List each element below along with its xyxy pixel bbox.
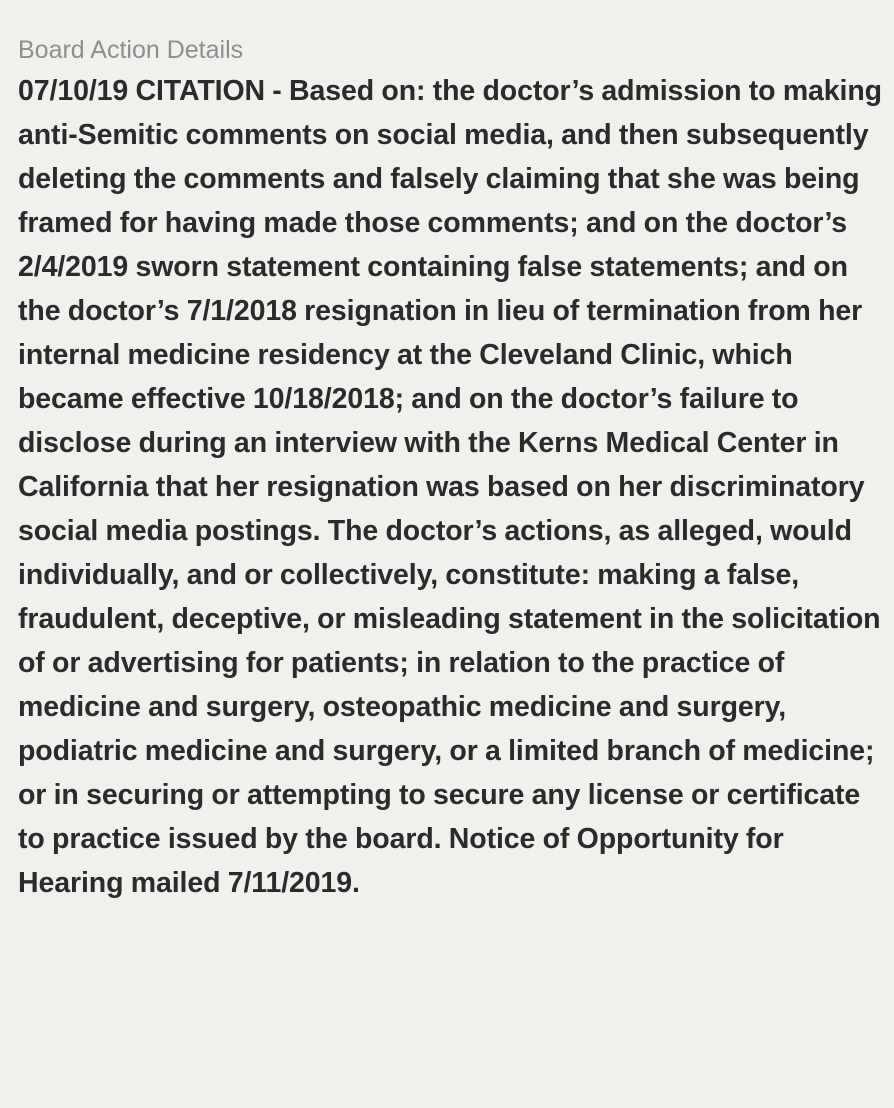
section-label: Board Action Details	[18, 36, 244, 64]
board-action-details-text: 07/10/19 CITATION - Based on: the doctor’s admission to making anti-Semitic comments on social media, and then subsequently deleting the comments and falsely claiming that she was being framed for having made those comments; and on the doctor’s 2/4/2019 sworn statement containing false statements; and on the doctor’s 7/1/2018 resignation in lieu of termination from her internal medicine residency at the Cleveland Clinic, which became effective 10/18/2018; and on the doctor’s failure to disclose during an interview with the Kerns Medical Center in California that her resignation was based on her discriminatory social media postings. The doctor’s actions, as alleged, would individually, and or collectively, constitute: making a false, fraudulent, deceptive, or misleading statement in the solicitation of or advertising for patients; in relation to the practice of medicine and surgery, osteopathic medicine and surgery, podiatric medicine and surgery, or a limited branch of medicine; or in securing or attempting to secure any license or certificate to practice issued by the board. Notice of Opportunity for Hearing mailed 7/11/2019.	[18, 75, 882, 899]
